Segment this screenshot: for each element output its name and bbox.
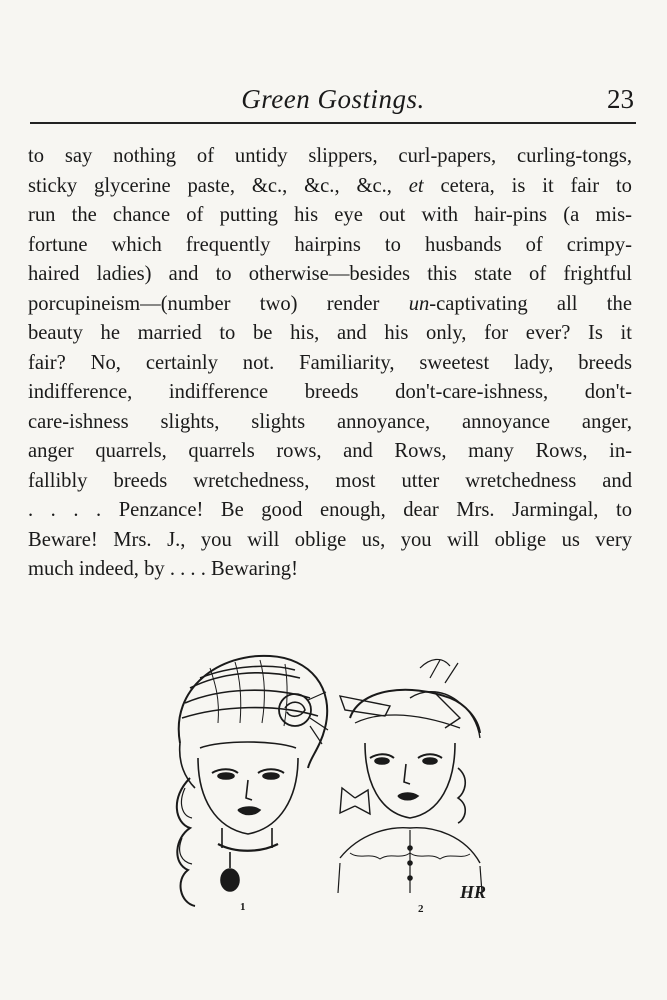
text-line: care-ishness slights, slights annoyance, annoyance anger, — [28, 410, 632, 433]
text-line: run the chance of putting his eye out with hair-pins (a mis- — [28, 204, 632, 226]
figure-label-2: 2 — [418, 903, 424, 915]
text-line: beauty he married to be his, and his only, for ever? Is it — [28, 322, 632, 344]
text-line: anger quarrels, quarrels rows, and Rows, many Rows, in- — [28, 440, 632, 462]
running-title: Green Gostings. — [241, 84, 425, 114]
engraving-drawing — [160, 648, 500, 918]
page-header — [30, 84, 636, 128]
text-line: fair? No, certainly not. Familiarity, sweetest lady, breeds — [28, 351, 632, 374]
text-line: indifference, indifference breeds don't-care-ishness, don't- — [28, 381, 632, 403]
text-line: much indeed, by . . . . Bewaring! — [28, 558, 298, 580]
header-rule — [30, 122, 636, 124]
text-line: to say nothing of untidy slippers, curl-papers, curling-tongs, — [28, 145, 632, 167]
text-line: fallibly breeds wretchedness, most utter wretchedness and — [28, 469, 632, 492]
hairstyle-illustration — [160, 648, 500, 918]
text-line: . . . . Penzance! Be good enough, dear Mrs. Jarmingal, to — [28, 499, 632, 521]
body-text — [28, 142, 632, 585]
figure-label-1: 1 — [240, 901, 246, 913]
page-number: 23 — [607, 84, 634, 114]
artist-monogram: HR — [460, 882, 487, 902]
text-line: haired ladies) and to otherwise—besides this state of frightful — [28, 263, 632, 285]
text-line: sticky glycerine paste, &c., &c., &c., et cetera, is it fair to — [28, 174, 632, 197]
text-line: fortune which frequently hairpins to husbands of crimpy- — [28, 233, 632, 256]
text-line: Beware! Mrs. J., you will oblige us, you will oblige us very — [28, 528, 632, 551]
text-line: porcupineism—(number two) render un-captivating all the — [28, 292, 632, 315]
